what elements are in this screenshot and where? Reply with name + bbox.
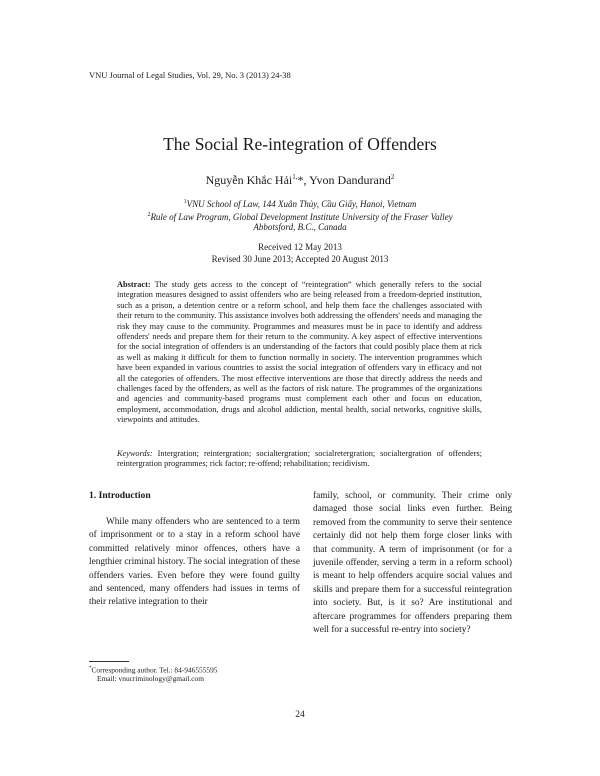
keywords [117, 449, 482, 470]
body-left-column: While many offenders who are sentenced to a term of imprisonment or to a stay in a reform school have committed relatively minor offences, others have a lengthier criminal history. The social integration of these offenders varies. Even before they were found guilty and sentenced, many offenders had issues in terms of their relative integration to their [89, 517, 300, 608]
paper-title: The Social Re-integration of Offenders [163, 134, 437, 154]
received-date: Received 12 May 2013 [258, 242, 342, 252]
affiliation-mark: 1 [183, 199, 187, 205]
abstract [117, 280, 482, 426]
affiliation-mark: 2 [147, 212, 151, 218]
footnote-text: Corresponding author. Tel.: 84-946555595 [91, 665, 218, 675]
footnote-divider [89, 661, 129, 662]
author-list [0, 173, 600, 188]
footnote-mark: * [89, 666, 92, 671]
keywords-label: Keywords: [117, 449, 153, 458]
footnote-email: Email: vnucriminology@gmail.com [97, 674, 204, 683]
page-number: 24 [295, 710, 305, 720]
body-right-column: family, school, or community. Their crime only damaged those social links even further. Being removed from the community to serve their sentence certainly did not help them forge closer links with that community. A term of imprisonment (or for a juvenile offender, serving a term in a reform school) is meant to help offenders acquire social values and skills and prepare them for a successful reintegration into society. But, is it so? Are institutional and aftercare programmes for offenders preparing them well for a successful re-entry into society? [313, 491, 512, 636]
corresponding-author-mark: * [297, 173, 304, 187]
keywords-text: Intergration; reintergration; socialtergration; socialretergration; socialtergration of offenders; reintergration programmes; rick factor; re-offend; rehabilitation; recidivism. [117, 449, 483, 469]
affiliation-text: Rule of Law Program, Global Development Institute University of the Fraser Valley [150, 212, 453, 222]
section-heading: 1. Introduction [89, 490, 151, 501]
author-affiliation-mark: 2 [390, 173, 395, 181]
author-affiliation-mark: 1, [292, 173, 298, 181]
abstract-label: Abstract: [117, 280, 151, 289]
revised-accepted-date: Revised 30 June 2013; Accepted 20 August 2013 [211, 254, 389, 264]
author-name: Nguyễn Khắc Hải [205, 173, 293, 187]
abstract-text: The study gets access to the concept of “reintegration” which generally refers to the social integration measures designed to assist offenders who are being released from a freedom-depried institution, such as a prison, a detention centre or a reform school, and help them face the challenges associated with their return to the community. This assistance involves both addressing the offenders' needs and managing the risk they may cause to the community. Programmes and measures must be in pace to identify and address offenders' needs and prepare them for their return to the community. A key aspect of effective interventions for the social integration of offenders is an understanding of the factors that could posibly place them at rick as well as making it difficult for them to function normally in society. The intervention programmes which have been expanded in various countries to assist the social integration of offenders vary in efficacy and not all the categories of offenders. The most effective interventions are those that directly address the needs and challenges faced by the offenders, as well as the factors of risk nature. The programmes of the organizations and agencies and community-based programs must complement each other and focus on education, employment, accommodation, drugs and alcohol addiction, mental health, social networks, cognitive skills, viewpoints and attitudes. [117, 280, 482, 425]
affiliation-2-continued: Abbotsford, B.C., Canada [253, 222, 347, 232]
journal-header: VNU Journal of Legal Studies, Vol. 29, No. 3 (2013) 24-38 [89, 70, 291, 80]
affiliation-text: VNU School of Law, 144 Xuân Thủy, Cầu Giấy, Hanoi, Vietnam [186, 199, 417, 209]
author-separator: , [303, 173, 310, 187]
author-name: Yvon Dandurand [309, 173, 391, 187]
affiliation-1 [0, 197, 600, 210]
